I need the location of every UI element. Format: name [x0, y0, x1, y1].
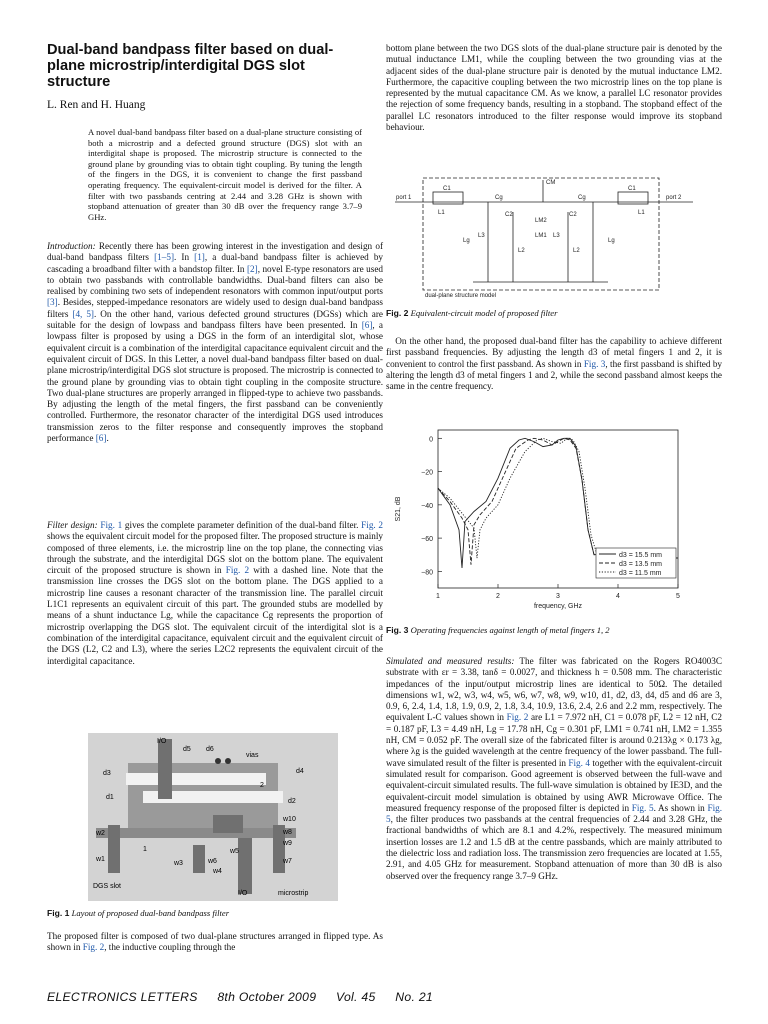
figure-2-circuit [393, 172, 693, 300]
other-hand-text: On the other hand, the proposed dual-band filter has the capability to achieve different first passband frequencies. By adjusting the length d3 of metal fingers 1 and 2, it is convenient to control the first passband. As shown in [386, 336, 722, 369]
y-tick-label: −40 [421, 502, 433, 510]
introduction-paragraph [47, 241, 383, 444]
legend-entry: d3 = 13.5 mm [619, 561, 662, 568]
label-io-bottom: I/O [238, 890, 248, 897]
label-cg-left: Cg [495, 195, 503, 201]
proposed-filter-paragraph [47, 931, 383, 954]
proposed-text: , the inductive coupling through the [104, 942, 236, 953]
right-column-paragraph: bottom plane between the two DGS slots of the dual-plane structure pair is denoted by the mutual inductance LM1, while the coupling between the two grounding vias at the adjacent sides of the dual-plane structure pair is denoted by the mutual inductance LM2. Furthermore, the capacitive coupling between the two microstrip lines on the top plane is represented by the mutual capacitance CM. As we know, a parallel LC resonator provides the rejection of some frequency bands, resulting in a stopband. The stopband effect of the parallel LC resonators introduced to the filter response would improve its stopband behaviour. [386, 43, 722, 133]
design-heading: Filter design: [47, 520, 98, 530]
label-w4: w4 [213, 868, 222, 875]
label-l2-right: L2 [573, 248, 580, 254]
ref-link[interactable]: [1–5] [154, 252, 175, 263]
label-lm1: LM1 [535, 233, 547, 239]
label-l1-right: L1 [638, 210, 645, 216]
results-text: are L1 = 7.972 nH, C1 = 0.078 pF, L2 = 12 nH, C2 = 0.187 pF, L3 = 4.49 nH, Lg = 17.78 nH, Cg = 0.301 pF, LM1 = 0.741 nH, LM2 = 1.355 nH, CM = 0.052 pF. The overall size of the fabricated filter is around 0.213λg × 0.173 λg, where λg is the guided wavelength at the centre frequency of the lower passband. The full-wave simulated result of the filter is presented in [386, 712, 722, 768]
design-text: gives the complete parameter definition of the dual-band filter. [124, 520, 359, 530]
via-1 [215, 758, 221, 764]
fig1-caption-label: Fig. 1 [47, 908, 70, 918]
ref-link[interactable]: [3] [47, 297, 58, 308]
figure-3-chart [386, 420, 706, 616]
label-c2-right: C2 [569, 212, 577, 218]
proposed-text: The proposed filter is composed of two dual-plane structures arranged in flipped type. As shown in [47, 931, 383, 953]
fig2-caption-text: Equivalent-circuit model of proposed filter [410, 308, 558, 318]
fig-link[interactable]: Fig. 5 [386, 802, 723, 825]
paper-title: Dual-band bandpass filter based on dual-plane microstrip/interdigital DGS slot structure [47, 42, 334, 90]
finger-2 [126, 773, 266, 785]
figure-2-caption [386, 308, 557, 319]
fig1-caption-text: Layout of proposed dual-band bandpass filter [71, 908, 230, 918]
ref-link[interactable]: [2] [246, 263, 258, 274]
results-text: The filter was fabricated on the Rogers RO4003C substrate with εr = 3.38, tanδ = 0.0027, and thickness h = 0.508 mm. The characteristic impedances of the input/output microstrip lines are identical to 50Ω. The detailed dimensions w1, w2, w3, w4, w5, w6, w7, w8, w9, w10, d1, d2, d3, d4, d5 and d6 are 3, 0.9, 6, 2.4, 1.4, 1.8, 1.9, 0.9, 2, 1.8, 3.4, 10.9, 13.6, 2.4, 2.6 and 2.2 mm, respectively. The equivalent L-C values shown in [386, 656, 722, 723]
x-tick-label: 2 [496, 593, 500, 600]
fig-link[interactable]: Fig. 5 [631, 802, 654, 813]
abstract: A novel dual-band bandpass filter based on a dual-plane structure consisting of both a microstrip and a defected ground structure (DGS) slot with an interdigital shape is proposed. The microstrip structure is connected to the ground plane by grounding vias to obtain tight coupling. By tuning the length of the fingers in the DGS, it is convenient to change the first passband operating frequency. The equivalent-circuit model is derived for the filter. A filter with two passbands centring at 2.44 and 3.28 GHz is shown with stopband attenuation of greater than 30 dB over the frequency range 3.7–9 GHz. [88, 127, 362, 222]
intro-text: , a lowpass filter is proposed by using a DGS in the form of an interdigital slot, whose equivalent circuit is a combination of the interdigital capacitance equivalent circuit and the equivalent circuit of DGS. In this Letter, a novel dual-band bandpass filter based on dual-plane microstrip/interdigital DGS slot structure is proposed. The microstrip is connected to the ground plane by grounding vias to obtain tight coupling in the composite structure. Two dual-plane structures are properly arranged in flipped-type to achieve two passbands. By adjusting the length of the metal fingers, the first passband can be conveniently controlled. Furthermore, the resonator character of the interdigital DGS used introduces transmission zeros to the filter response and consequently improves the stopband performance [47, 320, 384, 444]
fig-link[interactable]: Fig. 1 [100, 520, 123, 530]
label-port1: port 1 [396, 195, 412, 201]
label-w7: w7 [283, 858, 292, 865]
y-tick-label: −80 [421, 569, 433, 577]
fig-link[interactable]: Fig. 2 [506, 712, 529, 723]
legend-entry: d3 = 11.5 mm [619, 570, 662, 577]
footer-date: 8th October 2009 [217, 990, 317, 1004]
ref-link[interactable]: [1] [194, 252, 205, 263]
y-axis-label: S21, dB [395, 496, 402, 522]
results-text: together with the equivalent-circuit simulated result for comparison. Good agreement is observed between the full-wave and equivalent-circuit simulated results. The full-wave simulation is obtained by IE3D, and the equivalent-circuit model simulation is obtained by using AWR Microwave Office. The measured frequency response of the proposed filter is depicted in [386, 757, 723, 813]
figure-3-caption [386, 625, 610, 636]
legend-entry: d3 = 15.5 mm [619, 552, 662, 559]
y-tick-label: 0 [429, 436, 433, 444]
x-tick-label: 1 [436, 593, 440, 600]
fig-link[interactable]: Fig. 2 [225, 565, 250, 576]
label-finger-2: 2 [260, 782, 264, 789]
intro-text: . Besides, stepped-impedance resonators are widely used to design dual-band bandpass filters [47, 297, 383, 319]
label-vias: vias [246, 752, 259, 759]
fig3-caption-text: Operating frequencies against length of metal fingers 1, 2 [410, 625, 610, 635]
label-dgs-slot: DGS slot [93, 883, 122, 890]
footer-volume: Vol. 45 [335, 990, 376, 1004]
other-hand-text: , the first passband is shifted by altering the length d3 of metal fingers 1 and 2, while the second passband almost keeps the same in the centre frequency. [386, 358, 723, 392]
microstrip-left [108, 825, 120, 873]
label-w10: w10 [283, 816, 296, 823]
fig-link[interactable]: Fig. 3 [583, 358, 606, 369]
results-heading: Simulated and measured results: [386, 656, 515, 666]
fig2-caption-label: Fig. 2 [386, 308, 409, 318]
label-d6: d6 [206, 746, 214, 753]
label-w3: w3 [174, 860, 183, 867]
label-io-top: I/O [157, 738, 167, 745]
io-line-top [158, 739, 172, 799]
label-lg-left: Lg [463, 238, 470, 244]
microstrip-center [193, 845, 205, 873]
label-lm2: LM2 [535, 218, 547, 224]
label-d3: d3 [103, 770, 111, 777]
y-tick-label: −60 [421, 536, 433, 544]
label-lg-right: Lg [608, 238, 615, 244]
label-model: dual-plane structure model [425, 293, 497, 299]
intro-text: Recently there has been growing interest in the investigation and design of dual-band bandpass filters [47, 241, 384, 263]
results-text: , the filter produces two passbands at the central frequencies of 2.44 and 3.28 GHz, the fractional bandwidths of which are 8.1 and 4.2%, respectively. The measured minimum insertion losses are 1.2 and 1.5 dB at the centre passbands, which are mainly attributed to the dielectric loss and radiation loss. The transmission zero frequencies are located at 1.55, 2.91, and 4.05 GHz for measurement. Stopband attenuation of more than 30 dB is also observed over the frequency range 3.7–9 GHz. [386, 814, 722, 881]
dgs-slot-bar [96, 828, 296, 838]
y-tick-label: −20 [421, 469, 433, 477]
fig3-caption-label: Fig. 3 [386, 625, 409, 635]
label-w2: w2 [96, 830, 105, 837]
microstrip-stub [213, 815, 243, 833]
label-l3-right: L3 [553, 233, 560, 239]
label-w1: w1 [96, 856, 105, 863]
label-c1-left: C1 [443, 186, 451, 192]
ref-link[interactable]: [4, 5] [72, 308, 94, 319]
x-axis-label: frequency, GHz [533, 603, 583, 610]
ref-link[interactable]: [6] [361, 320, 373, 331]
intro-text: . [106, 433, 109, 444]
figure-1-layout [88, 733, 338, 901]
design-text: with a dashed line. Note that the transmission line crosses the DGS slot on the bottom plane. The DGS applied to a microstrip line causes a resonant character of the transmission line. The parallel circuit L1C1 represents an equivalent circuit of this part. The grounded stubs are modelled by means of a shunt inductance Lg, while the capacitance Cg represents the proportion of microstrip overlapping the DGS slot. The equivalent circuit of the interdigital slot is a combination of the interdigital capacitance, equivalent circuit and the equivalent circuit of the DGS (L2, C2 and L3), where the series L2C2 represents the equivalent circuit of the interdigital capacitance. [47, 565, 384, 666]
x-tick-label: 4 [616, 593, 620, 600]
label-cg-right: Cg [578, 195, 586, 201]
fig-link[interactable]: Fig. 4 [568, 757, 590, 768]
label-l1-left: L1 [438, 210, 445, 216]
fig-link[interactable]: Fig. 2 [361, 520, 384, 530]
label-w8: w8 [283, 829, 292, 836]
label-d2: d2 [288, 798, 296, 805]
results-paragraph [386, 656, 722, 882]
figure-1-caption [47, 908, 229, 919]
label-w9: w9 [283, 840, 292, 847]
footer-journal: ELECTRONICS LETTERS [47, 990, 198, 1004]
authors: L. Ren and H. Huang [47, 99, 146, 111]
ref-link[interactable]: [6] [95, 433, 107, 444]
series-line [438, 438, 678, 558]
series-line [438, 438, 678, 564]
filter-design-paragraph [47, 520, 383, 667]
label-finger-1: 1 [143, 846, 147, 853]
intro-text: , novel E-type resonators are used to obtain two passbands with controllable bandwidths. Dual-band filters can also be realised by combining two sets of independent resonators with common input/output ports [47, 263, 384, 297]
x-tick-label: 3 [556, 593, 560, 600]
design-text: shows the equivalent circuit model for the proposed filter. The proposed structure is mainly composed of three elements, i.e. the microstrip line on the top plane, the connecting vias through the substrate, and the interdigital DGS slot on the bottom plane. The equivalent circuit of the proposed structure is shown in [47, 531, 383, 576]
intro-text: , a dual-band bandpass filter is achieved by cascading a broadband filter with a bandstop filter. In [47, 252, 384, 274]
label-c1-right: C1 [628, 186, 636, 192]
fig-link[interactable]: Fig. 2 [82, 942, 105, 953]
label-w6: w6 [208, 858, 217, 865]
intro-text: . On the other hand, various defected ground structures (DGSs) which are suitable for the design of lowpass and bandpass filters have been presented. In [47, 308, 384, 331]
intro-text: . In [174, 252, 190, 263]
label-d1: d1 [106, 794, 114, 801]
label-w5: w5 [230, 848, 239, 855]
x-tick-label: 5 [676, 593, 680, 600]
other-hand-paragraph [386, 336, 722, 392]
results-text: . As shown in [653, 802, 705, 813]
label-l2-left: L2 [518, 248, 525, 254]
label-l3-left: L3 [478, 233, 485, 239]
label-d4: d4 [296, 768, 304, 775]
label-microstrip: microstrip [278, 890, 309, 897]
footer-number: No. 21 [395, 990, 433, 1004]
label-d5: d5 [183, 746, 191, 753]
journal-footer [47, 990, 727, 1004]
via-2 [225, 758, 231, 764]
label-port2: port 2 [666, 195, 682, 201]
label-c2-left: C2 [505, 212, 513, 218]
label-cm: CM [546, 180, 556, 186]
intro-heading: Introduction: [47, 241, 96, 251]
